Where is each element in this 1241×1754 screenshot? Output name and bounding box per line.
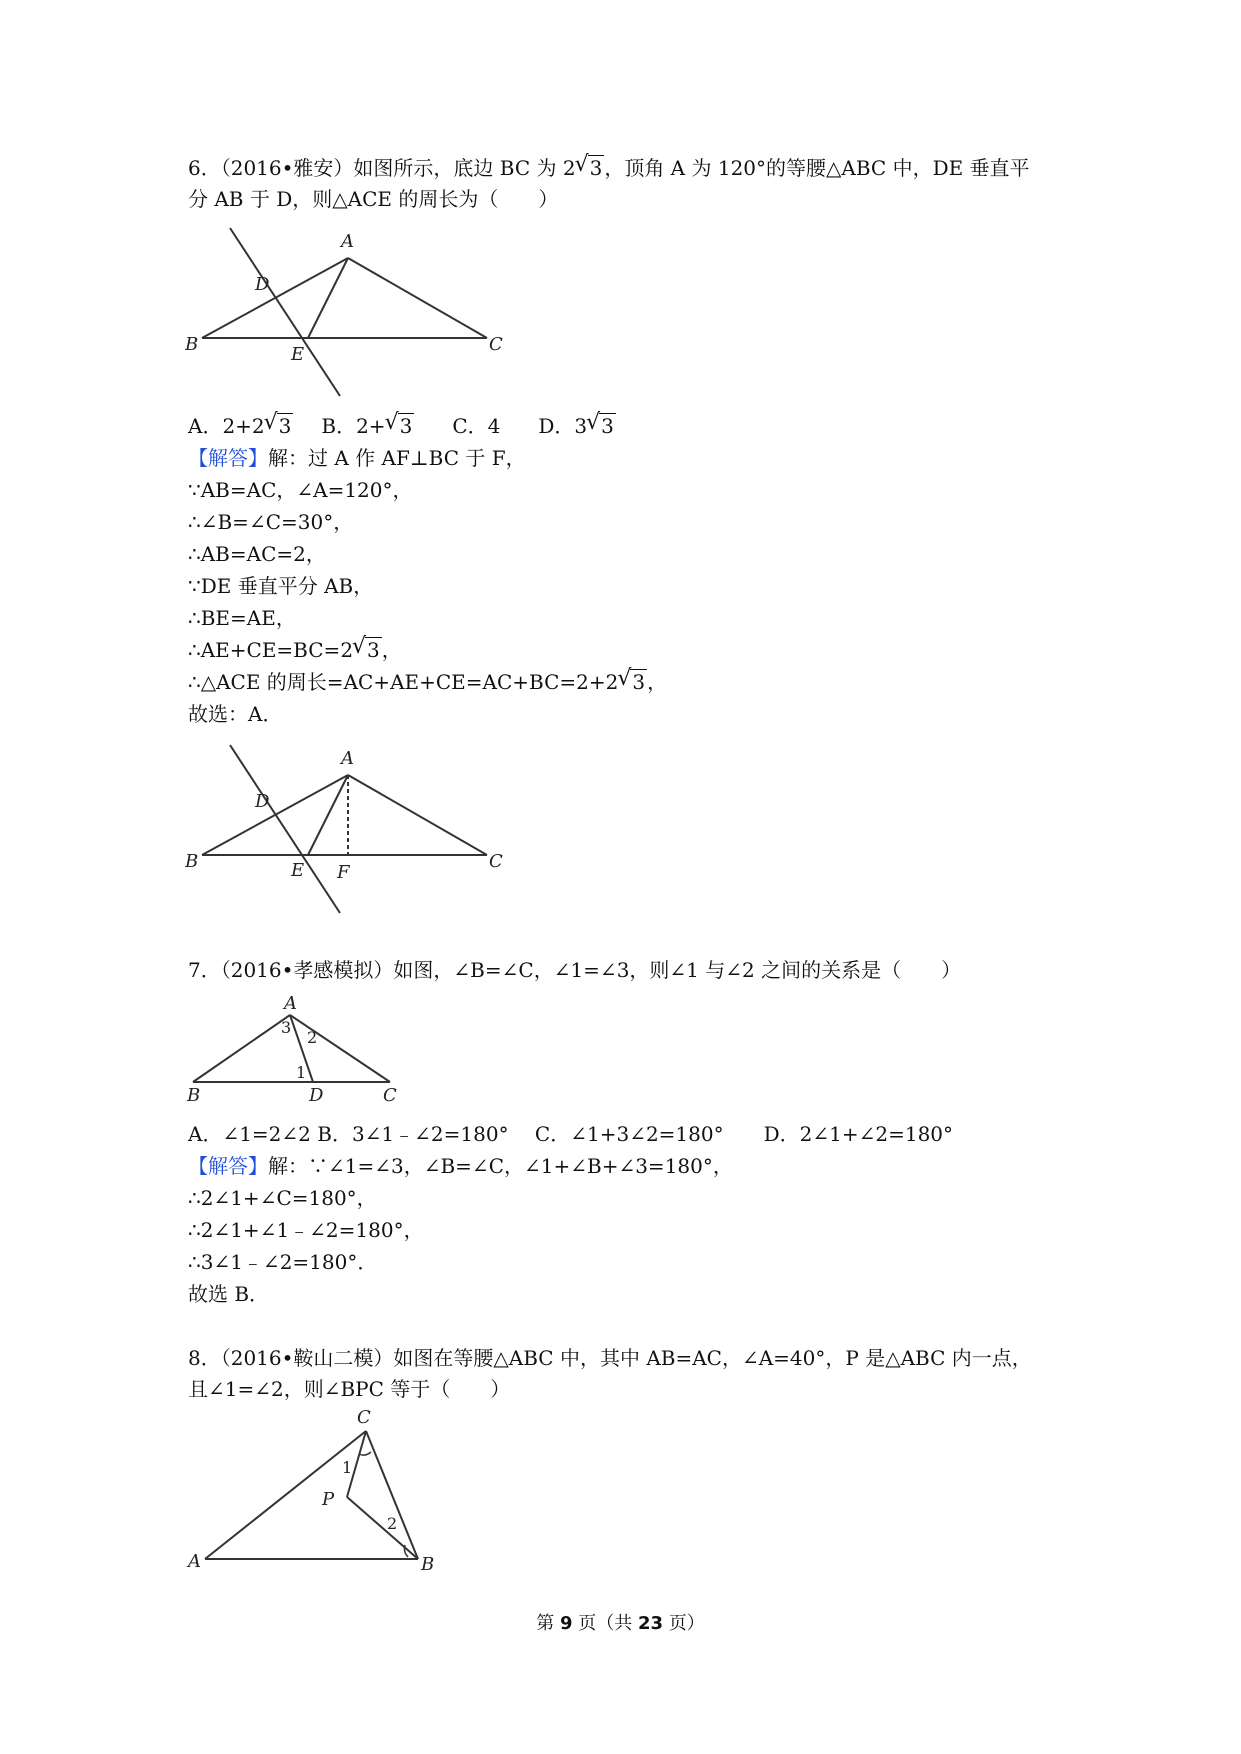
page-total: 23 — [637, 1613, 664, 1634]
q8-stem-line2: 且∠1=∠2，则∠BPC 等于（ ） — [188, 1377, 511, 1401]
answer-tag: 【解答】 — [188, 1154, 268, 1178]
q6-stem-line1: 6．（2016•雅安）如图所示，底边 BC 为 2√ 3 ，顶角 A 为 120°的等腰△ABC 中，DE 垂直平 — [188, 156, 1030, 180]
q6-stem-line2: 分 AB 于 D，则△ACE 的周长为（ ） — [188, 187, 559, 211]
q6-solution-line1: 【解答】解：过 A 作 AF⊥BC 于 F， — [188, 446, 526, 470]
label-1: 1 — [342, 1458, 353, 1477]
line-de — [230, 745, 340, 913]
line-de — [230, 228, 340, 396]
label-c: C — [489, 851, 503, 872]
label-b: B — [421, 1554, 435, 1575]
q7-solution-line3: ∴2∠1+∠1﹣∠2=180°， — [188, 1218, 424, 1242]
side-ab — [202, 775, 348, 855]
sqrt-symbol: √ 3 — [588, 414, 616, 438]
side-cb — [366, 1431, 418, 1559]
side-ac — [348, 258, 487, 338]
q8-stem-line1: 8．（2016•鞍山二模）如图在等腰△ABC 中，其中 AB=AC，∠A=40°，P 是△ABC 内一点， — [188, 1346, 1032, 1370]
q7-solution-line2: ∴2∠1+∠C=180°， — [188, 1186, 377, 1210]
q8-figure — [185, 1405, 445, 1580]
q7-figure — [185, 990, 415, 1105]
q6-solution-line5: ∵DE 垂直平分 AB， — [188, 574, 374, 598]
sqrt-symbol: √ 3 — [266, 414, 294, 438]
q6-solution-line2: ∵AB=AC，∠A=120°， — [188, 478, 413, 502]
label-b: B — [187, 1085, 201, 1105]
label-c: C — [489, 334, 503, 355]
sqrt-symbol: √ 3 — [354, 638, 382, 662]
q7-options: A．∠1=2∠2 B．3∠1﹣∠2=180° C．∠1+3∠2=180° D．2∠1+∠2=180° — [188, 1122, 954, 1146]
q6-solution-line4: ∴AB=AC=2， — [188, 542, 326, 566]
segment-pb — [347, 1497, 418, 1559]
q6-solution-line3: ∴∠B=∠C=30°， — [188, 510, 354, 534]
q7-solution-line1: 【解答】解：∵∠1=∠3，∠B=∠C，∠1+∠B+∠3=180°， — [188, 1154, 733, 1178]
label-c: C — [383, 1085, 397, 1105]
label-p: P — [322, 1489, 335, 1510]
side-ab — [193, 1015, 290, 1082]
answer-tag: 【解答】 — [188, 446, 268, 470]
label-a: A — [341, 231, 354, 252]
label-d: D — [309, 1085, 324, 1105]
q6-solution-line8: ∴△ACE 的周长=AC+AE+CE=AC+BC=2+2√ 3 ， — [188, 670, 667, 694]
label-e: E — [291, 344, 305, 365]
label-b: B — [185, 851, 199, 872]
label-d: D — [255, 791, 270, 812]
q6-options: A．2+2√ 3 B．2+√ 3 C．4 D．3√ 3 — [188, 414, 616, 438]
page-footer: 第 9 页（共 23 页） — [536, 1613, 705, 1634]
side-ab — [202, 258, 348, 338]
sqrt-symbol: √ 3 — [619, 670, 647, 694]
label-a: A — [341, 748, 354, 769]
q6-conclusion: 故选：A． — [188, 702, 283, 726]
label-2: 2 — [307, 1028, 318, 1047]
label-3: 3 — [281, 1018, 292, 1037]
q6-solution-line7: ∴AE+CE=BC=2√ 3 ， — [188, 638, 402, 662]
q7-conclusion: 故选 B． — [188, 1282, 270, 1306]
q6-figure — [185, 225, 515, 400]
sqrt-symbol: √ 3 — [387, 414, 415, 438]
page-number: 9 — [559, 1613, 573, 1634]
label-2: 2 — [387, 1514, 398, 1533]
side-ac — [348, 775, 487, 855]
q6-solution-figure — [185, 742, 515, 917]
label-a: A — [284, 993, 297, 1014]
label-a: A — [188, 1551, 201, 1572]
label-d: D — [255, 274, 270, 295]
label-1: 1 — [296, 1063, 307, 1082]
side-ac — [205, 1431, 366, 1559]
q6-solution-line6: ∴BE=AE， — [188, 606, 296, 630]
q7-solution-line4: ∴3∠1﹣∠2=180°． — [188, 1250, 378, 1274]
label-f: F — [337, 862, 350, 883]
sqrt-symbol: √ 3 — [577, 156, 605, 180]
label-c: C — [357, 1407, 371, 1428]
label-e: E — [291, 860, 305, 881]
label-b: B — [185, 334, 199, 355]
q7-stem: 7．（2016•孝感模拟）如图，∠B=∠C，∠1=∠3，则∠1 与∠2 之间的关系是（ ） — [188, 958, 962, 982]
